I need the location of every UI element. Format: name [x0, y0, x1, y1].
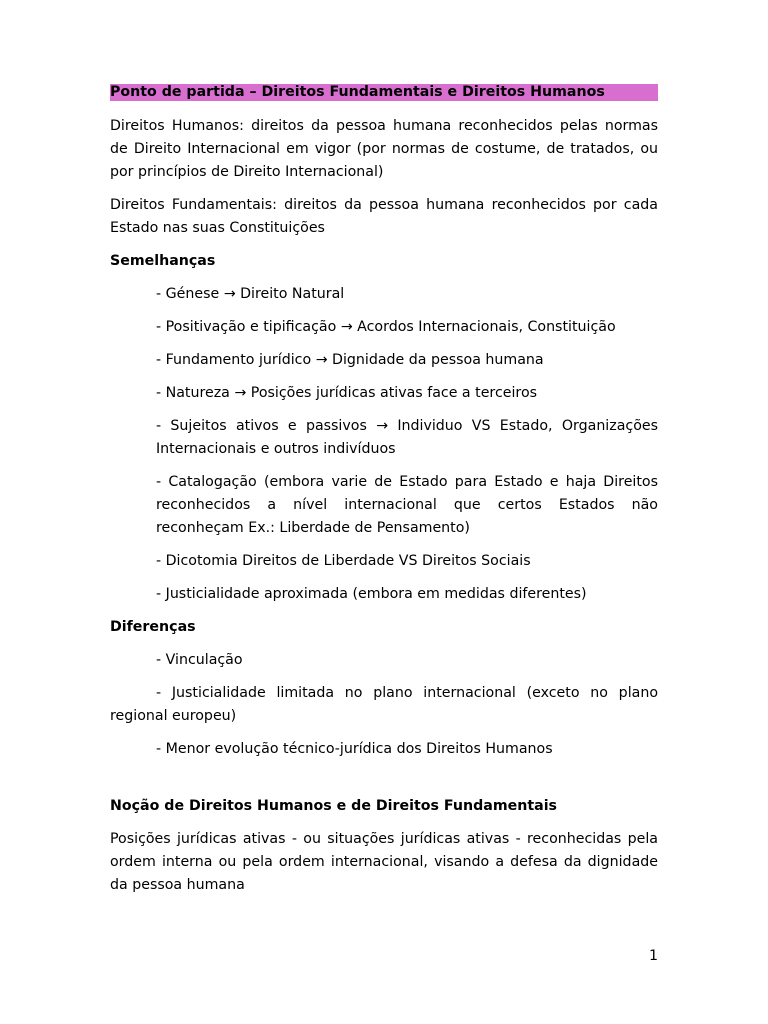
- paragraph-fundamental-rights-definition: Direitos Fundamentais: direitos da pessoa humana reconhecidos por cada Estado nas suas Constituições: [110, 197, 658, 236]
- similarity-item: - Génese → Direito Natural: [156, 286, 345, 302]
- similarity-item: - Justicialidade aproximada (embora em medidas diferentes): [156, 586, 587, 602]
- similarities-heading: Semelhanças: [110, 253, 216, 269]
- section-title-highlighted: Ponto de partida – Direitos Fundamentais e Direitos Humanos: [110, 84, 658, 101]
- similarity-item: - Sujeitos ativos e passivos → Individuo VS Estado, Organizações Internacionais e outros indivíduos: [156, 418, 658, 457]
- differences-heading: Diferenças: [110, 619, 196, 635]
- difference-item: - Justicialidade limitada no plano internacional (exceto no plano regional europeu): [110, 685, 658, 724]
- similarity-item: - Catalogação (embora varie de Estado para Estado e haja Direitos reconhecidos a nível internacional que certos Estados não reconheçam Ex.: Liberdade de Pensamento): [156, 474, 658, 536]
- document-page: [110, 84, 658, 907]
- similarity-item: - Dicotomia Direitos de Liberdade VS Direitos Sociais: [156, 553, 531, 569]
- similarity-item: - Fundamento jurídico → Dignidade da pessoa humana: [156, 352, 544, 368]
- paragraph-human-rights-definition: Direitos Humanos: direitos da pessoa humana reconhecidos pelas normas de Direito Internacional em vigor (por normas de costume, de tratados, ou por princípios de Direito Internacional): [110, 118, 658, 180]
- section-title-notion: Noção de Direitos Humanos e de Direitos Fundamentais: [110, 798, 558, 814]
- difference-item: - Vinculação: [156, 652, 243, 668]
- page-number: 1: [649, 948, 659, 964]
- difference-item: - Menor evolução técnico-jurídica dos Direitos Humanos: [156, 741, 553, 757]
- spacer: [110, 771, 658, 795]
- similarity-item: - Positivação e tipificação → Acordos Internacionais, Constituição: [156, 319, 616, 335]
- paragraph-notion-definition: Posições jurídicas ativas - ou situações jurídicas ativas - reconhecidas pela ordem interna ou pela ordem internacional, visando a defesa da dignidade da pessoa humana: [110, 831, 658, 893]
- similarity-item: - Natureza → Posições jurídicas ativas face a terceiros: [156, 385, 538, 401]
